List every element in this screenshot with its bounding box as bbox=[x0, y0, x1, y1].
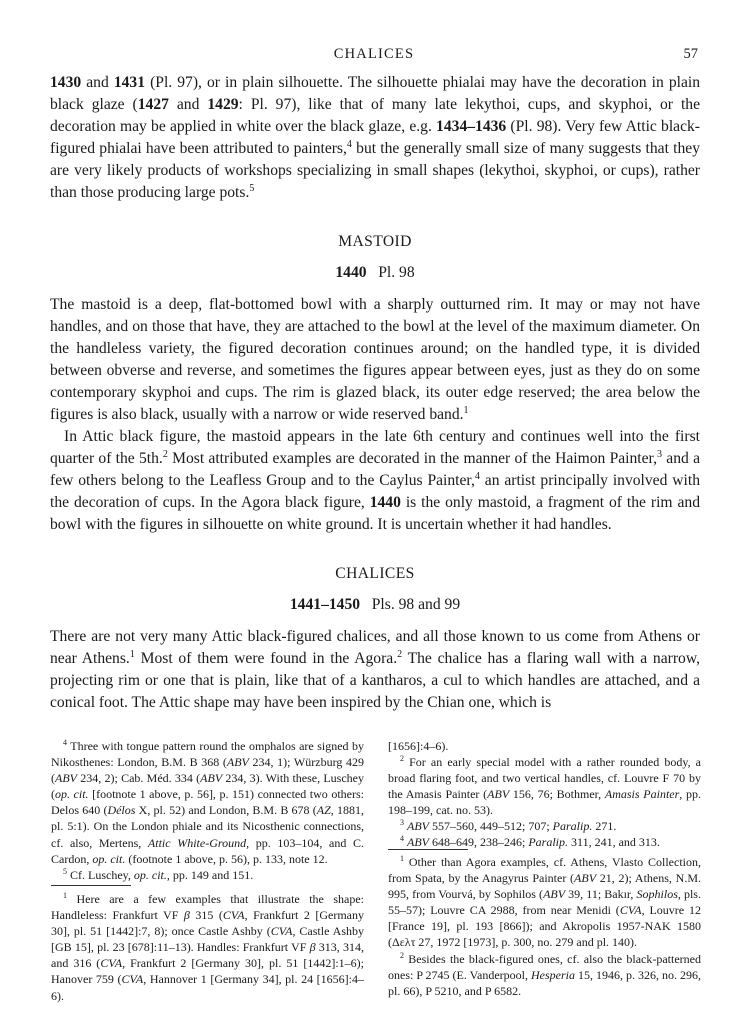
mastoid-subheading: 1440 Pl. 98 bbox=[335, 264, 415, 281]
chalices-paragraph: There are not very many Attic black-figured chalices, and all those known to us come from Athens or near Athens.$^1$ Most of them were found in the Agora.$^2$ The chalice has a flaring wall with a narrow, projecting rim or one that is plain, like that of a kantharos, a cul to which handles are attached, and a conical foot. The Attic shape may have been inspired by the Chian one, which is bbox=[50, 628, 700, 711]
footnotes-left-upper bbox=[51, 738, 364, 883]
footnote-phiale-5: $^5$ Cf. Luschey, op. cit., pp. 149 and 151. bbox=[63, 866, 254, 882]
footnote-mastoid-1-continued: [1656]:4–6). bbox=[388, 739, 449, 753]
footnote-divider-left bbox=[51, 885, 131, 886]
footnote-chalice-1: $^1$ Other than Agora examples, cf. Athens, Vlasto Collection, from Spata, by the Anagyrus Painter (ABV 21, 2); Athens, N.M. 995, from Vourvá, by Sophilos (ABV 39, 11; Bakır, Sophilos, pls. 55–57); Louvre CA 2988, from near Menidi (CVA, Louvre 12 [France 19], pl. 193 [866]); and Akropolis 1957-NAK 1580 (Δελτ 27, 1972 [1973], p. 300, no. 279 and pl. 140). bbox=[388, 854, 702, 950]
footnotes-left-lower bbox=[51, 891, 364, 1004]
chalices-body bbox=[50, 626, 700, 714]
mastoid-paragraph-1: The mastoid is a deep, flat-bottomed bowl with a sharply outturned rim. It may or may not have handles, and on those that have, they are attached to the bowl at the level of the maximum diameter. On the handleless variety, the figured decoration continues around; on the handled type, it is divided between obverse and reverse, and sometimes the figures appear between eyes, just as they do on some contemporary skyphoi and cups. The rim is glazed black, its outer edge reserved; the area below the figures is also black, usually with a narrow or wide reserved band.$^1$ bbox=[50, 296, 700, 423]
mastoid-heading: MASTOID bbox=[338, 233, 412, 250]
intro-paragraph-text: 1430 and 1431 (Pl. 97), or in plain silhouette. The silhouette phialai may have the decoration in plain black glaze (1427 and 1429: Pl. 97), like that of many late lekythoi, cups, and skyphoi, or the decoration may be applied in white over the black glaze, e.g. 1434–1436 (Pl. 98). Very few Attic black-figured phialai have been attributed to painters,$^4$ but the generally small size of many suggests that they are very likely products of workshops specializing in small shapes (lekythoi, skyphoi, or cups), rather than those producing large pots.$^5$ bbox=[50, 74, 701, 201]
footnotes-right-upper-notes bbox=[388, 754, 701, 851]
page-number: 57 bbox=[683, 46, 698, 62]
footnote-mastoid-4: $^4$ ABV 648–649, 238–246; Paralip. 311, 241, and 313. bbox=[400, 834, 660, 850]
footnote-mastoid-2: $^2$ For an early special model with a rather rounded body, a broad flaring foot, and two vertical handles, cf. Louvre F 70 by the Amasis Painter (ABV 156, 76; Bothmer, Amasis Painter, pp. 198–199, cat. no. 53). bbox=[388, 754, 702, 818]
intro-paragraph bbox=[50, 72, 700, 204]
mastoid-paragraph-2: In Attic black figure, the mastoid appears in the late 6th century and continues well into the first quarter of the 5th.$^2$ Most attributed examples are decorated in the manner of the Haimon Painter,$^3$ and a few others belong to the Leafless Group and to the Caylus Painter,$^4$ an artist principally involved with the decoration of cups. In the Agora black figure, 1440 is the only mastoid, a fragment of the rim and bowl with the figures in silhouette on white ground. It is uncertain whether it had handles. bbox=[50, 428, 700, 533]
mastoid-body bbox=[50, 294, 700, 536]
footnote-mastoid-1: $^1$ Here are a few examples that illustrate the shape: Handleless: Frankfurt VF β 315 (CVA, Frankfurt 2 [Germany 30], pl. 51 [1442]:7, 8); once Castle Ashby (CVA, Castle Ashby [GB 15], pl. 23 [678]:11–13). Handles: Frankfurt VF β 313, 314, and 316 (CVA, Frankfurt 2 [Germany 30], pl. 51 [1442]:1–6); Hanover 759 (CVA, Hannover 1 [Germany 34], pl. 24 [1656]:4–6). bbox=[51, 891, 364, 1003]
running-head-title: CHALICES bbox=[333, 46, 415, 62]
chalices-subheading: 1441–1450 Pls. 98 and 99 bbox=[289, 596, 461, 613]
chalices-heading: CHALICES bbox=[335, 565, 415, 582]
footnote-mastoid-3: $^3$ ABV 557–560, 449–512; 707; Paralip. 271. bbox=[400, 818, 617, 834]
footnotes-right-upper bbox=[388, 738, 701, 754]
running-head bbox=[50, 46, 698, 62]
footnote-chalice-2: $^2$ Besides the black-figured ones, cf. also the black-patterned ones: P 2745 (E. Vanderpool, Hesperia 15, 1946, p. 326, no. 296, pl. 66), P 5210, and P 6582. bbox=[388, 950, 701, 998]
footnotes-right-lower bbox=[388, 854, 701, 999]
footnote-divider-right bbox=[388, 849, 468, 850]
footnote-phiale-4: $^4$ Three with tongue pattern round the omphalos are signed by Nikosthenes: London, B.M. B 368 (ABV 234, 1); Würzburg 429 (ABV 234, 2); Cab. Méd. 334 (ABV 234, 3). With these, Luschey (op. cit. [footnote 1 above, p. 56], p. 151) connected two others: Delos 640 (Délos X, pl. 52) and London, B.M. B 678 (AZ, 1881, pl. 5:1). On the London phiale and its Nicosthenic connections, cf. also, Mertens, Attic White-Ground, pp. 103–104, and C. Cardon, op. cit. (footnote 1 above, p. 56), p. 133, note 12. bbox=[51, 738, 365, 866]
